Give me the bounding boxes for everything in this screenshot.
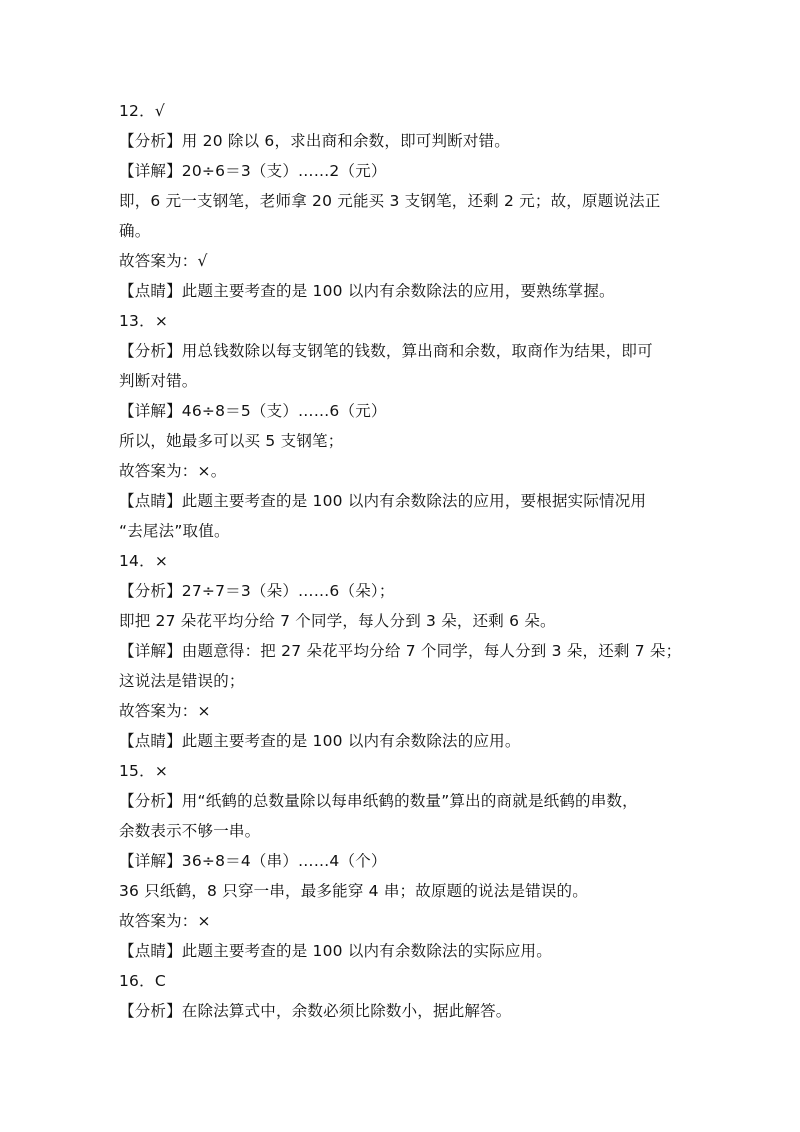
answer-14-detail-cont: 这说法是错误的；	[119, 672, 245, 690]
answer-14-comment: 【点睛】此题主要考查的是 100 以内有余数除法的应用。	[119, 732, 521, 750]
answer-12-comment: 【点睛】此题主要考查的是 100 以内有余数除法的应用，要熟练掌握。	[119, 282, 615, 300]
answer-12-detail: 【详解】20÷6＝3（支）……2（元）	[119, 162, 387, 180]
answer-13-analysis-cont: 判断对错。	[119, 372, 198, 390]
answer-13-conclusion: 故答案为：×。	[119, 462, 227, 480]
answer-13-heading: 13．×	[119, 312, 169, 330]
answer-13-analysis: 【分析】用总钱数除以每支钢笔的钱数，算出商和余数，取商作为结果，即可	[119, 342, 653, 360]
answer-15-detail: 【详解】36÷8＝4（串）……4（个）	[119, 852, 387, 870]
answer-15-comment: 【点睛】此题主要考查的是 100 以内有余数除法的实际应用。	[119, 942, 552, 960]
answer-12-heading: 12．√	[119, 102, 165, 120]
answer-15-conclusion: 故答案为：×	[119, 912, 211, 930]
answer-14-conclusion: 故答案为：×	[119, 702, 211, 720]
answer-12-detail-text: 即，6 元一支钢笔，老师拿 20 元能买 3 支钢笔，还剩 2 元；故，原题说法正	[119, 192, 661, 210]
answer-16-analysis: 【分析】在除法算式中，余数必须比除数小，据此解答。	[119, 1002, 512, 1020]
answer-15-detail-text: 36 只纸鹤，8 只穿一串，最多能穿 4 串；故原题的说法是错误的。	[119, 882, 588, 900]
answer-13-detail-text: 所以，她最多可以买 5 支钢笔；	[119, 432, 344, 450]
answer-12-detail-text-cont: 确。	[119, 222, 151, 240]
answer-14-analysis-text: 即把 27 朵花平均分给 7 个同学，每人分到 3 朵，还剩 6 朵。	[119, 612, 556, 630]
answer-13-comment: 【点睛】此题主要考查的是 100 以内有余数除法的应用，要根据实际情况用	[119, 492, 647, 510]
answer-14-heading: 14．×	[119, 552, 169, 570]
answer-13-detail: 【详解】46÷8＝5（支）……6（元）	[119, 402, 387, 420]
answer-14-analysis: 【分析】27÷7＝3（朵）……6（朵）；	[119, 582, 395, 600]
answer-12-conclusion: 故答案为：√	[119, 252, 208, 270]
answer-15-heading: 15．×	[119, 762, 169, 780]
answer-15-analysis: 【分析】用“纸鹤的总数量除以每串纸鹤的数量”算出的商就是纸鹤的串数，	[119, 792, 638, 810]
answer-13-comment-cont: “去尾法”取值。	[119, 522, 230, 540]
answer-15-analysis-cont: 余数表示不够一串。	[119, 822, 261, 840]
answer-16-heading: 16．C	[119, 972, 166, 990]
answer-12-analysis: 【分析】用 20 除以 6，求出商和余数，即可判断对错。	[119, 132, 510, 150]
answer-14-detail: 【详解】由题意得：把 27 朵花平均分给 7 个同学，每人分到 3 朵，还剩 7 朵；	[119, 642, 682, 660]
